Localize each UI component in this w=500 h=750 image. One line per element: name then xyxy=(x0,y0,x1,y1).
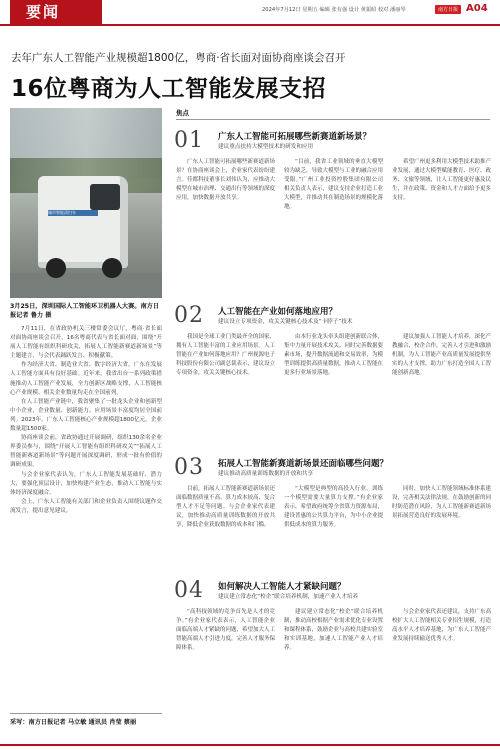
section-answer: 建议重点扶持大模型技术的研发和应用 xyxy=(218,144,314,150)
paragraph: “高科技领域的竞争首先是人才的竞争。”有企业家代表表示，人工智能企业面临高端人才紧缺的问题，希望加大人工智能高端人才引进力度，完善人才服务保障体系。 xyxy=(176,609,275,652)
paragraph: 目前，拓展人工智能新赛道新场景还面临数据质量不高、算力成本较高、复合型人才不足等问题。与会企业家代表建议，加快推动高质量训练数据的开放共享，降低企业获取数据的成本和门槛。 xyxy=(176,486,275,529)
paragraph: 广东人工智能可拓展哪些新赛道新场景？在协商座谈会上，企业家代表纷纷建言。佳都科技董事长刘伟认为，应推动大模型在城市治理、交通出行等领域的深度应用，加快数据开放共享。 xyxy=(176,159,275,202)
qa-section-04 xyxy=(174,578,490,738)
section-body xyxy=(176,608,491,738)
section-question: 人工智能在产业如何落地应用？ xyxy=(218,307,338,317)
qa-section-02 xyxy=(174,303,490,441)
qa-section-03 xyxy=(174,455,490,563)
column xyxy=(392,485,491,561)
news-photo xyxy=(10,108,162,298)
column xyxy=(392,158,491,286)
paragraph: 在人工智能产业链中，我省聚集了一批龙头企业和创新型中小企业，企业数量、创新能力、应用场景丰富度均居全国前列。2023年，广东人工智能核心产业规模超1800亿元，企业数量超1500家。 xyxy=(10,398,162,433)
photo-ground xyxy=(10,273,162,298)
section-answer: 建议设立专项资金，攻关关键核心技术及“卡脖子”技术 xyxy=(218,319,353,325)
paragraph: “大模型是典型的高投入行业，训练一个模型需要大量算力支撑。”有企业家表示，希望政府统筹全省算力资源布局，建设普惠的公共算力平台，为中小企业提供低成本的算力服务。 xyxy=(284,486,383,529)
column xyxy=(392,608,491,738)
paragraph: 由本行业龙头牵头组建创新联合体，集中力量开展技术攻关。同时完善数据要素市场，提升数据流通和交易效率，为模型训练提供高质量数据，推动人工智能在更多行业场景落地。 xyxy=(284,334,383,377)
paragraph: 我国是全球工业门类最齐全的国家，拥有人工智能丰富的工业应用场景。人工智能在产业如何落地应用？广州视源电子科技股份有限公司副总裁表示，建议设立专项资金，攻关关键核心技术。 xyxy=(176,334,275,377)
sweeper-cab xyxy=(90,184,120,210)
section-body xyxy=(176,333,491,439)
wheel-icon xyxy=(46,258,66,278)
sweeper-robot xyxy=(38,176,128,268)
section-number: 04 xyxy=(174,578,204,603)
section-number: 02 xyxy=(174,303,204,328)
column xyxy=(284,608,383,738)
paragraph: “目前，我省工业领域的垂直大模型较为缺乏，导致大模型与工业的融合应用受限。”广州工业投资控股集团有限公司相关负责人表示，建议支持企业打造工业大模型，并推动其在制造场景的规模化落地。 xyxy=(284,159,383,211)
divider xyxy=(176,119,490,120)
footer-rule xyxy=(0,744,500,746)
paragraph: 与会企业家代表认为，广东人工智能发展基础好、潜力大，要强化顶层设计，加快构建产业生态，推动人工智能与实体经济深度融合。 xyxy=(10,471,162,496)
photo-caption: 3月25日，深圳国际人工智能环卫机器人大赛。南方日报记者 鲁力 摄 xyxy=(10,303,160,319)
paragraph: 7月11日，在省政协机关三楼常委会议厅，粤商·省长面对面协商座谈会召开，16名粤商代表与省长面对面，围绕“开展人工智能有组织科研攻关，拓展人工智能新赛道新场景”等主题建言，与会代表踊跃发言、积极献策。 xyxy=(10,326,162,360)
qa-section-01 xyxy=(174,128,490,288)
header-rule xyxy=(0,24,500,26)
section-number: 03 xyxy=(174,455,204,480)
page-number: A04 xyxy=(466,3,488,14)
paragraph: 建议建立常态化“校企”联合培养机制，推动高校根据产业需求优化专业设置和课程体系，鼓励企业与高校共建实验室和实训基地，加速人工智能产业人才培养。 xyxy=(284,609,383,652)
paragraph: 会上，广东人工智能有关部门和企业负责人围绕议题作交流发言，提出意见建议。 xyxy=(10,498,162,514)
paragraph: 与会企业家代表还建议，支持广东高校扩大人工智能相关专业招生规模，打造高水平人才培养基地，为广东人工智能产业发展持续输送优秀人才。 xyxy=(392,609,491,643)
paragraph: 希望广州更多利用大模型技术助推产业发展，通过大模型赋能教育、医疗、政务、文旅等领域，让人工智能更好惠及民生，并在政策、资金和人才方面给予更多支持。 xyxy=(392,159,491,202)
column xyxy=(284,333,383,439)
byline: 采写：南方日报记者 马立敏 通讯员 肖莹 蔡丽 xyxy=(10,719,137,726)
edition-badge: 南方日报 xyxy=(435,5,461,14)
column xyxy=(284,158,383,286)
wheel-icon xyxy=(102,258,122,278)
paragraph: 协商座谈会前，省政协通过开展调研，组织130余名企业界委员参与，围绕“开展人工智能有组织科研攻关”“拓展人工智能新赛道新场景”等问题开展深度调研，形成一批有价值的调研成果。 xyxy=(10,435,162,469)
page-header xyxy=(0,0,500,24)
lead-article xyxy=(10,325,162,710)
column xyxy=(176,333,275,439)
divider xyxy=(10,713,162,714)
column xyxy=(176,608,275,738)
section-question: 拓展人工智能新赛道新场景还面临哪些问题？ xyxy=(218,459,389,469)
column xyxy=(284,485,383,561)
section-answer: 建议建立常态化“校企”联合培养机制，加速产业人才培养 xyxy=(218,594,359,600)
section-tag: 要闻 xyxy=(10,0,102,24)
paragraph: 同时，加快人工智能领域标准体系建设，完善相关法律法规，在鼓励创新的同时防范潜在风险，为人工智能新赛道新场景拓展营造良好的发展环境。 xyxy=(392,486,491,520)
paragraph: 建议加强人工智能人才培养，深化产教融合、校企合作，完善人才引进和激励机制，为人工智能产业高质量发展提供坚实的人才支撑，助力广东打造全国人工智能创新高地。 xyxy=(392,334,491,377)
section-question: 如何解决人工智能人才紧缺问题？ xyxy=(218,582,346,592)
sweeper-logo: 城市智能清扫车 xyxy=(48,210,98,216)
column xyxy=(392,333,491,439)
section-body xyxy=(176,485,491,561)
column xyxy=(176,158,275,286)
header-meta: 2024年7月12日 星期五 编辑 张有强 设计 黄振昭 校对 潘丽琴 xyxy=(262,7,406,13)
section-body xyxy=(176,158,491,286)
focus-label: 焦点 xyxy=(176,109,189,117)
section-number: 01 xyxy=(174,128,204,153)
kicker-title: 去年广东人工智能产业规模超1800亿，粤商·省长面对面协商座谈会召开 xyxy=(11,52,346,64)
headline: 16位粤商为人工智能发展支招 xyxy=(11,76,327,102)
section-question: 广东人工智能可拓展哪些新赛道新场景？ xyxy=(218,132,372,142)
paragraph: 作为经济大省、制造业大省、数字经济大省，广东在发展人工智能方面具有良好基础。近年来，我省出台一系列政策措施推动人工智能产业发展，全力创新区战略支撑，人工智能核心产业规模、相关企业数量均走在全国前列。 xyxy=(10,362,162,396)
column xyxy=(176,485,275,561)
section-answer: 建议推动高质量训练数据的开放和共享 xyxy=(218,471,314,477)
